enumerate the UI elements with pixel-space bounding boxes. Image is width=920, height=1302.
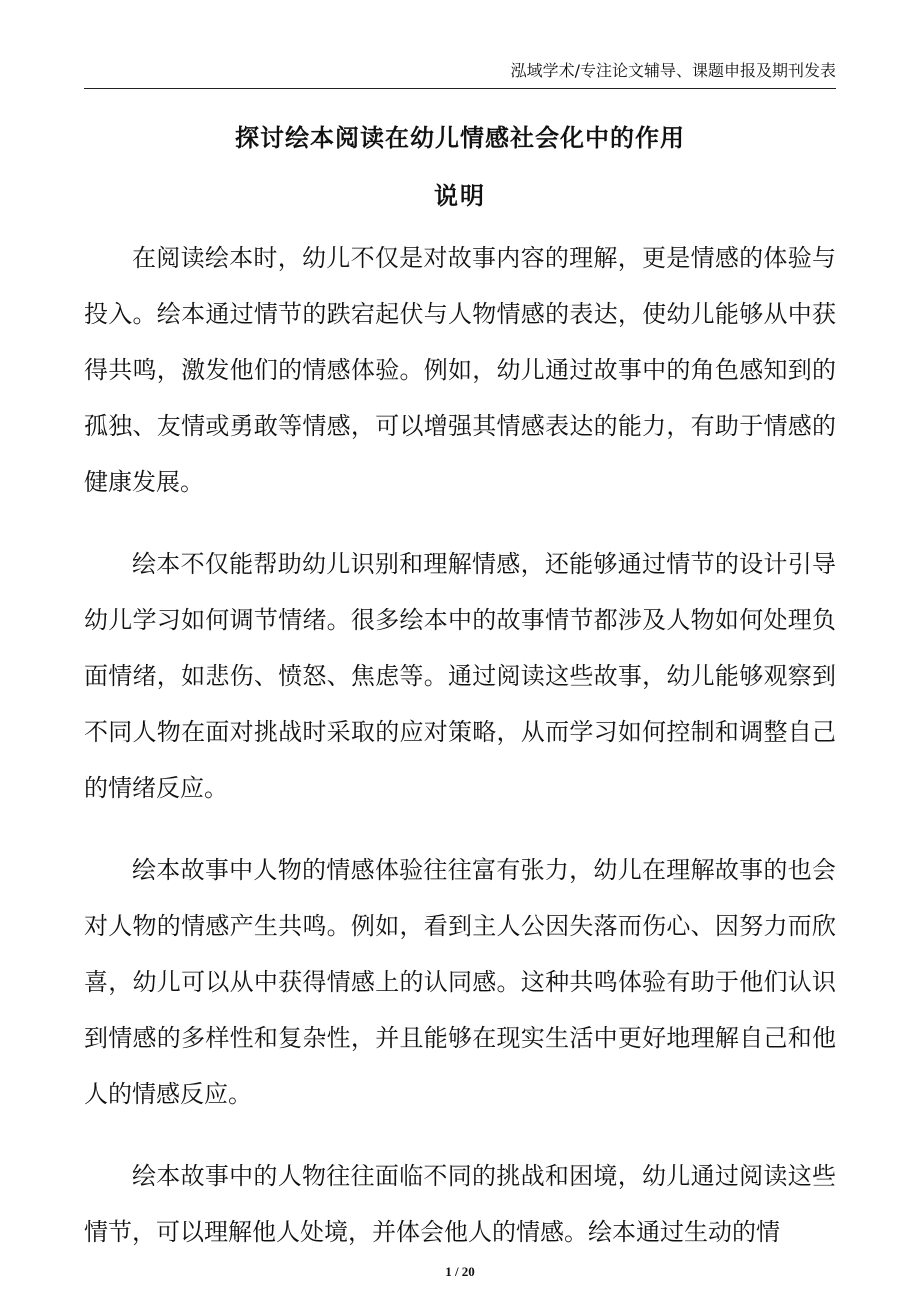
document-title: 探讨绘本阅读在幼儿情感社会化中的作用	[235, 124, 685, 152]
page-number: 1 / 20	[445, 1264, 475, 1279]
paragraph-4: 绘本故事中的人物往往面临不同的挑战和困境，幼儿通过阅读这些情节，可以理解他人处境，并体会他人的情感。绘本通过生动的情	[84, 1162, 836, 1246]
paragraph-1: 在阅读绘本时，幼儿不仅是对故事内容的理解，更是情感的体验与投入。绘本通过情节的跌宕起伏与人物情感的表达，使幼儿能够从中获得共鸣，激发他们的情感体验。例如，幼儿通过故事中的角色感知到的孤独、友情或勇敢等情感，可以增强其情感表达的能力，有助于情感的健康发展。	[84, 244, 836, 496]
section-heading: 说明	[434, 182, 486, 210]
paragraph-2: 绘本不仅能帮助幼儿识别和理解情感，还能够通过情节的设计引导幼儿学习如何调节情绪。很多绘本中的故事情节都涉及人物如何处理负面情绪，如悲伤、愤怒、焦虑等。通过阅读这些故事，幼儿能够观察到不同人物在面对挑战时采取的应对策略，从而学习如何控制和调整自己的情绪反应。	[84, 550, 836, 802]
header-divider	[84, 88, 836, 89]
page-header: 泓域学术/专注论文辅导、课题申报及期刊发表	[510, 61, 836, 80]
paragraph-3: 绘本故事中人物的情感体验往往富有张力，幼儿在理解故事的也会对人物的情感产生共鸣。例如，看到主人公因失落而伤心、因努力而欣喜，幼儿可以从中获得情感上的认同感。这种共鸣体验有助于他们认识到情感的多样性和复杂性，并且能够在现实生活中更好地理解自己和他人的情感反应。	[84, 856, 836, 1108]
document-body	[84, 230, 836, 1286]
